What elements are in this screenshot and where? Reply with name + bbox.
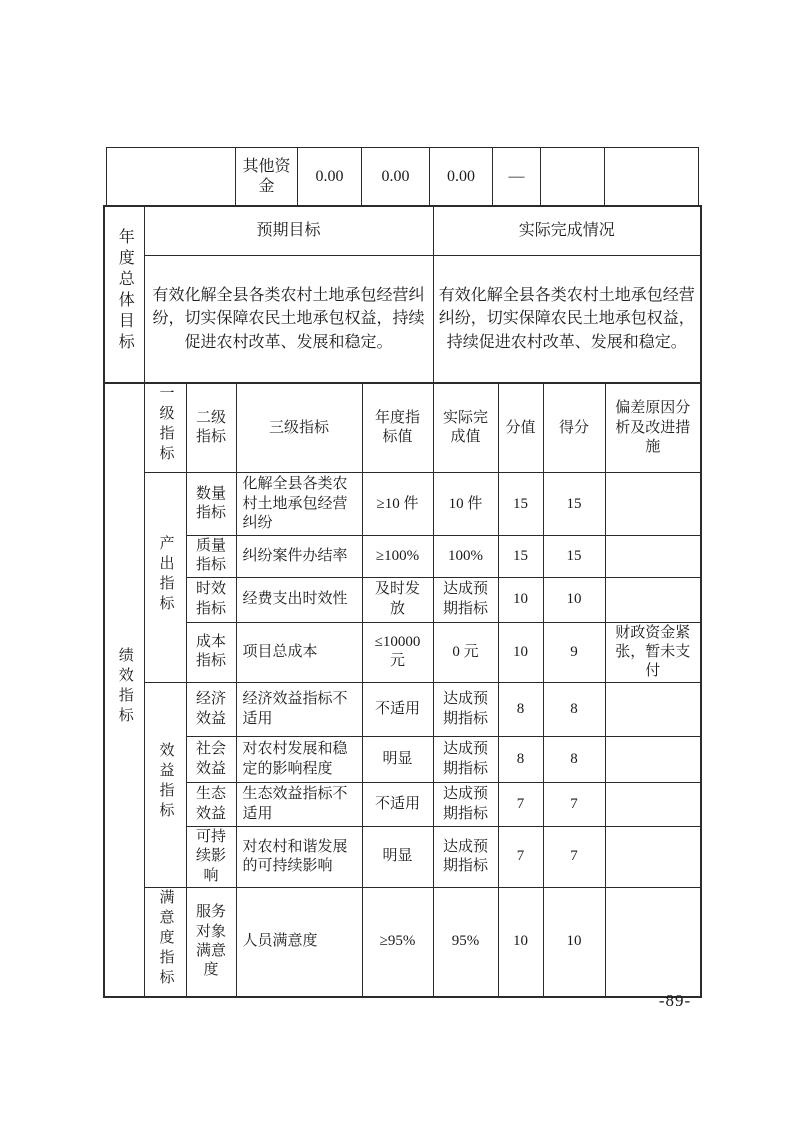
target-cell: ≥100% — [362, 536, 433, 577]
level3-cell: 纠纷案件办结率 — [236, 536, 362, 577]
carryover-funding-row — [106, 147, 699, 206]
expected-goal-header: 预期目标 — [144, 206, 433, 256]
target-cell: ≥10 件 — [362, 473, 433, 536]
deviation-cell: 财政资金紧张，暂未支付 — [605, 622, 701, 683]
carryover-cell-dash: — — [493, 148, 541, 207]
level3-cell: 对农村发展和稳定的影响程度 — [236, 737, 362, 783]
page-number: -89- — [658, 991, 692, 1010]
actual-cell: 达成预期指标 — [433, 737, 498, 783]
points-cell: 10 — [498, 887, 543, 997]
level3-cell: 经费支出时效性 — [236, 577, 362, 622]
table-row — [107, 148, 699, 207]
score-cell: 15 — [543, 536, 605, 577]
target-cell: 明显 — [362, 737, 433, 783]
deviation-cell — [605, 737, 701, 783]
group-label-satisfaction-text: 满意度指标 — [157, 888, 174, 989]
deviation-cell — [605, 536, 701, 577]
deviation-cell — [605, 683, 701, 737]
level2-cell: 成本指标 — [186, 622, 236, 683]
deviation-cell — [605, 473, 701, 536]
level2-cell: 服务对象满意度 — [186, 887, 236, 997]
points-cell: 10 — [498, 577, 543, 622]
points-cell: 8 — [498, 683, 543, 737]
indicator-row — [104, 887, 701, 997]
header-level1 — [144, 383, 186, 473]
level3-cell: 人员满意度 — [236, 887, 362, 997]
carryover-cell-label: 其他资金 — [236, 148, 298, 207]
level3-cell: 项目总成本 — [236, 622, 362, 683]
actual-cell: 10 件 — [433, 473, 498, 536]
actual-cell: 达成预期指标 — [433, 783, 498, 827]
carryover-cell-value: 0.00 — [298, 148, 362, 207]
actual-cell: 达成预期指标 — [433, 577, 498, 622]
indicator-section-label — [104, 383, 144, 997]
actual-cell: 达成预期指标 — [433, 827, 498, 888]
indicator-row — [104, 827, 701, 888]
actual-completion-header: 实际完成情况 — [433, 206, 701, 256]
target-cell: 明显 — [362, 827, 433, 888]
target-cell: ≥95% — [362, 887, 433, 997]
level2-cell: 时效指标 — [186, 577, 236, 622]
group-label-output — [144, 473, 186, 683]
score-cell: 8 — [543, 737, 605, 783]
level3-cell: 对农村和谐发展的可持续影响 — [236, 827, 362, 888]
group-label-benefit-text: 效益指标 — [157, 741, 174, 822]
header-actual-value: 实际完成值 — [433, 383, 498, 473]
indicator-section-label-text: 绩效指标 — [116, 646, 133, 727]
actual-cell: 0 元 — [433, 622, 498, 683]
deviation-cell — [605, 783, 701, 827]
target-cell: ≤10000元 — [362, 622, 433, 683]
points-cell: 15 — [498, 536, 543, 577]
carryover-cell-blank — [605, 148, 699, 207]
level3-cell: 生态效益指标不适用 — [236, 783, 362, 827]
table-row — [104, 206, 701, 256]
actual-cell: 100% — [433, 536, 498, 577]
score-cell: 10 — [543, 577, 605, 622]
level2-cell: 质量指标 — [186, 536, 236, 577]
header-target-value: 年度指标值 — [362, 383, 433, 473]
points-cell: 10 — [498, 622, 543, 683]
score-cell: 7 — [543, 783, 605, 827]
carryover-cell-value: 0.00 — [362, 148, 430, 207]
actual-cell: 95% — [433, 887, 498, 997]
score-cell: 7 — [543, 827, 605, 888]
target-cell: 不适用 — [362, 683, 433, 737]
level2-cell: 社会效益 — [186, 737, 236, 783]
header-level3: 三级指标 — [236, 383, 362, 473]
level2-cell: 生态效益 — [186, 783, 236, 827]
performance-indicator-table — [103, 382, 702, 998]
group-label-satisfaction — [144, 887, 186, 997]
actual-completion-text: 有效化解全县各类农村土地承包经营纠纷，切实保障农民土地承包权益，持续促进农村改革、发展和稳定。 — [433, 256, 701, 384]
header-points: 分值 — [498, 383, 543, 473]
score-cell: 15 — [543, 473, 605, 536]
annual-goal-label-text: 年度总体目标 — [116, 228, 134, 355]
header-score: 得分 — [543, 383, 605, 473]
carryover-cell-value: 0.00 — [430, 148, 493, 207]
carryover-cell-blank — [541, 148, 605, 207]
header-level2: 二级指标 — [186, 383, 236, 473]
deviation-cell — [605, 577, 701, 622]
indicator-row — [104, 577, 701, 622]
level2-cell: 数量指标 — [186, 473, 236, 536]
points-cell: 8 — [498, 737, 543, 783]
level2-cell: 经济效益 — [186, 683, 236, 737]
score-cell: 10 — [543, 887, 605, 997]
level3-cell: 化解全县各类农村土地承包经营纠纷 — [236, 473, 362, 536]
group-label-benefit — [144, 683, 186, 888]
header-level1-text: 一级指标 — [157, 385, 174, 465]
table-row — [104, 256, 701, 384]
score-cell: 9 — [543, 622, 605, 683]
indicator-row — [104, 783, 701, 827]
annual-goal-row-label — [104, 206, 144, 383]
expected-goal-text: 有效化解全县各类农村土地承包经营纠纷，切实保障农民土地承包权益，持续促进农村改革、发展和稳定。 — [144, 256, 433, 384]
actual-cell: 达成预期指标 — [433, 683, 498, 737]
deviation-cell — [605, 827, 701, 888]
points-cell: 7 — [498, 827, 543, 888]
group-label-output-text: 产出指标 — [157, 534, 174, 615]
annual-goal-table — [103, 205, 702, 384]
indicator-row — [104, 683, 701, 737]
indicator-row — [104, 622, 701, 683]
target-cell: 不适用 — [362, 783, 433, 827]
level3-cell: 经济效益指标不适用 — [236, 683, 362, 737]
indicator-header-row — [104, 383, 701, 473]
target-cell: 及时发放 — [362, 577, 433, 622]
header-deviation: 偏差原因分析及改进措施 — [605, 383, 701, 473]
carryover-cell-blank — [107, 148, 236, 207]
deviation-cell — [605, 887, 701, 997]
score-cell: 8 — [543, 683, 605, 737]
indicator-row — [104, 473, 701, 536]
level2-cell: 可持续影响 — [186, 827, 236, 888]
points-cell: 15 — [498, 473, 543, 536]
points-cell: 7 — [498, 783, 543, 827]
indicator-row — [104, 737, 701, 783]
indicator-row — [104, 536, 701, 577]
